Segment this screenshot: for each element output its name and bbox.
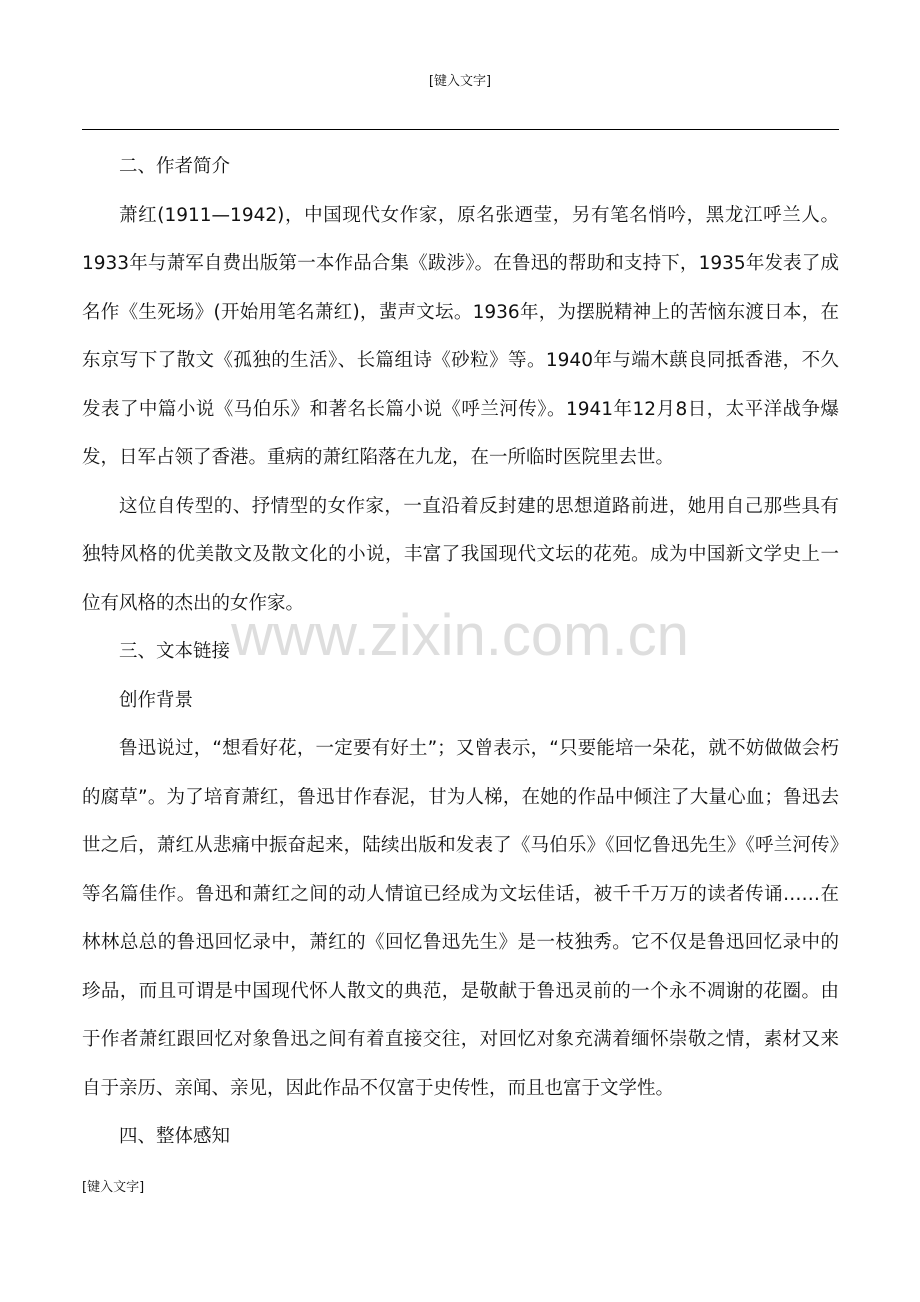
watermark: www.zixin.com.cn	[231, 603, 689, 668]
section-heading-text-link: 三、文本链接	[119, 641, 231, 662]
page-header: [键入文字]	[428, 74, 492, 89]
section-heading-author: 二、作者简介	[119, 156, 231, 177]
author-paragraph-2: 这位自传型的、抒情型的女作家，一直沿着反封建的思想道路前进，她用自己那些具有独特风格的优美散文及散文化的小说，丰富了我国现代文坛的花苑。成为中国新文学史上一位有风格的杰出的女作家。	[82, 495, 839, 614]
subheading-background: 创作背景	[119, 689, 194, 711]
author-paragraph-1: 萧红(1911—1942)，中国现代女作家，原名张迺莹，另有笔名悄吟，黑龙江呼兰人。1933年与萧军自费出版第一本作品合集《跋涉》。在鲁迅的帮助和支持下，1935年发表了成名作《生死场》(开始用笔名萧红)，蜚声文坛。1936年，为摆脱精神上的苦恼东渡日本，在东京写下了散文《孤独的生活》、长篇组诗《砂粒》等。1940年与端木蕻良同抵香港，不久发表了中篇小说《马伯乐》和著名长篇小说《呼兰河传》。1941年12月8日，太平洋战争爆发，日军占领了香港。重病的萧红陷落在九龙，在一所临时医院里去世。	[82, 204, 839, 468]
page-footer: [键入文字]	[82, 1180, 145, 1195]
background-paragraph: 鲁迅说过，“想看好花，一定要有好土”；又曾表示，“只要能培一朵花，就不妨做做会朽的腐草”。为了培育萧红，鲁迅甘作春泥，甘为人梯，在她的作品中倾注了大量心血；鲁迅去世之后，萧红从悲痛中振奋起来，陆续出版和发表了《马伯乐》《回忆鲁迅先生》《呼兰河传》等名篇佳作。鲁迅和萧红之间的动人情谊已经成为文坛佳话，被千千万万的读者传诵……在林林总总的鲁迅回忆录中，萧红的《回忆鲁迅先生》是一枝独秀。它不仅是鲁迅回忆录中的珍品，而且可谓是中国现代怀人散文的典范，是敬献于鲁迅灵前的一个永不凋谢的花圈。由于作者萧红跟回忆对象鲁迅之间有着直接交往，对回忆对象充满着缅怀崇敬之情，素材又来自于亲历、亲闻、亲见，因此作品不仅富于史传性，而且也富于文学性。	[82, 738, 839, 1099]
header-rule	[82, 129, 839, 130]
section-heading-overview: 四、整体感知	[119, 1126, 231, 1147]
document-body	[82, 143, 839, 1162]
